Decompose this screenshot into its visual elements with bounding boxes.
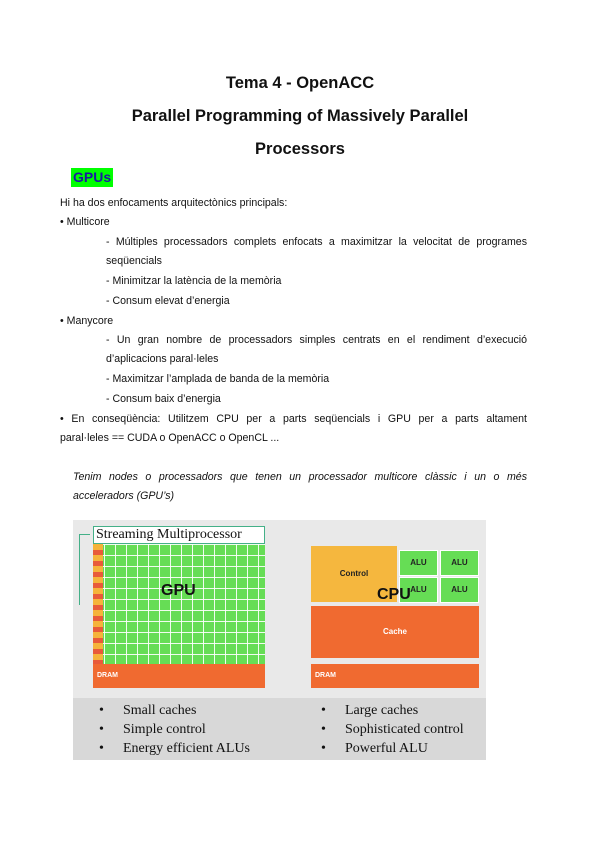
document-subtitle-line2: Processors [255, 140, 345, 158]
multicore-label: • Multicore [60, 216, 110, 228]
multicore-item: - Consum elevat d’energia [106, 295, 230, 307]
gpu-control-stripes [93, 544, 103, 674]
cpu-alu-block: ALU [399, 550, 438, 576]
manycore-item: - Maximitzar l’amplada de banda de la memòria [106, 373, 330, 385]
cpu-bullet: • Sophisticated control [321, 722, 464, 737]
cpu-alu-block: ALU [440, 577, 479, 603]
gpu-bullet: • Energy efficient ALUs [99, 741, 251, 756]
gpu-alu-grid [93, 544, 265, 674]
cpu-control-block: Control [311, 546, 397, 602]
cpu-dram-block: DRAM [311, 664, 479, 688]
italic-note-cont: acceleradors (GPU’s) [73, 490, 175, 502]
italic-note: Tenim nodes o processadors que tenen un processador multicore clàssic i un o més [73, 471, 527, 483]
multicore-item: - Minimitzar la latència de la memòria [106, 275, 282, 287]
architecture-diagram [73, 520, 486, 698]
section-heading-gpus: GPUs [73, 169, 112, 185]
manycore-item-cont: d’aplicacions paral·leles [106, 353, 219, 365]
cpu-alu-block: ALU [440, 550, 479, 576]
conclusion-text: • En conseqüència: Utilitzem CPU per a parts seqüencials i GPU per a parts altament [60, 413, 527, 425]
multicore-item: - Múltiples processadors complets enfocats a maximitzar la velocitat de programes [106, 236, 527, 248]
streaming-bracket [79, 534, 90, 605]
gpu-bullet: • Small caches [99, 703, 197, 718]
gpu-bullet: • Simple control [99, 722, 206, 737]
streaming-multiprocessor-label: Streaming Multiprocessor [93, 526, 265, 544]
gpu-label: GPU [161, 582, 196, 599]
manycore-item: - Un gran nombre de processadors simples centrats en el rendiment d’execució [106, 334, 527, 346]
conclusion-text-cont: paral·leles == CUDA o OpenACC o OpenCL ... [60, 432, 280, 444]
document-title: Tema 4 - OpenACC [225, 74, 375, 92]
cpu-cache-block: Cache [311, 606, 479, 658]
gpu-dram-block: DRAM [93, 664, 265, 688]
document-subtitle-line1: Parallel Programming of Massively Parallel [131, 107, 469, 125]
multicore-item-cont: seqüencials [106, 255, 162, 267]
cpu-bullet: • Powerful ALU [321, 741, 428, 756]
gpu-cpu-figure [73, 520, 486, 760]
manycore-label: • Manycore [60, 315, 114, 327]
cpu-alu-block: ALU [399, 577, 438, 603]
intro-text: Hi ha dos enfocaments arquitectònics principals: [60, 197, 288, 209]
manycore-item: - Consum baix d’energia [106, 393, 221, 405]
cpu-bullet: • Large caches [321, 703, 419, 718]
cpu-label: CPU [377, 586, 411, 603]
